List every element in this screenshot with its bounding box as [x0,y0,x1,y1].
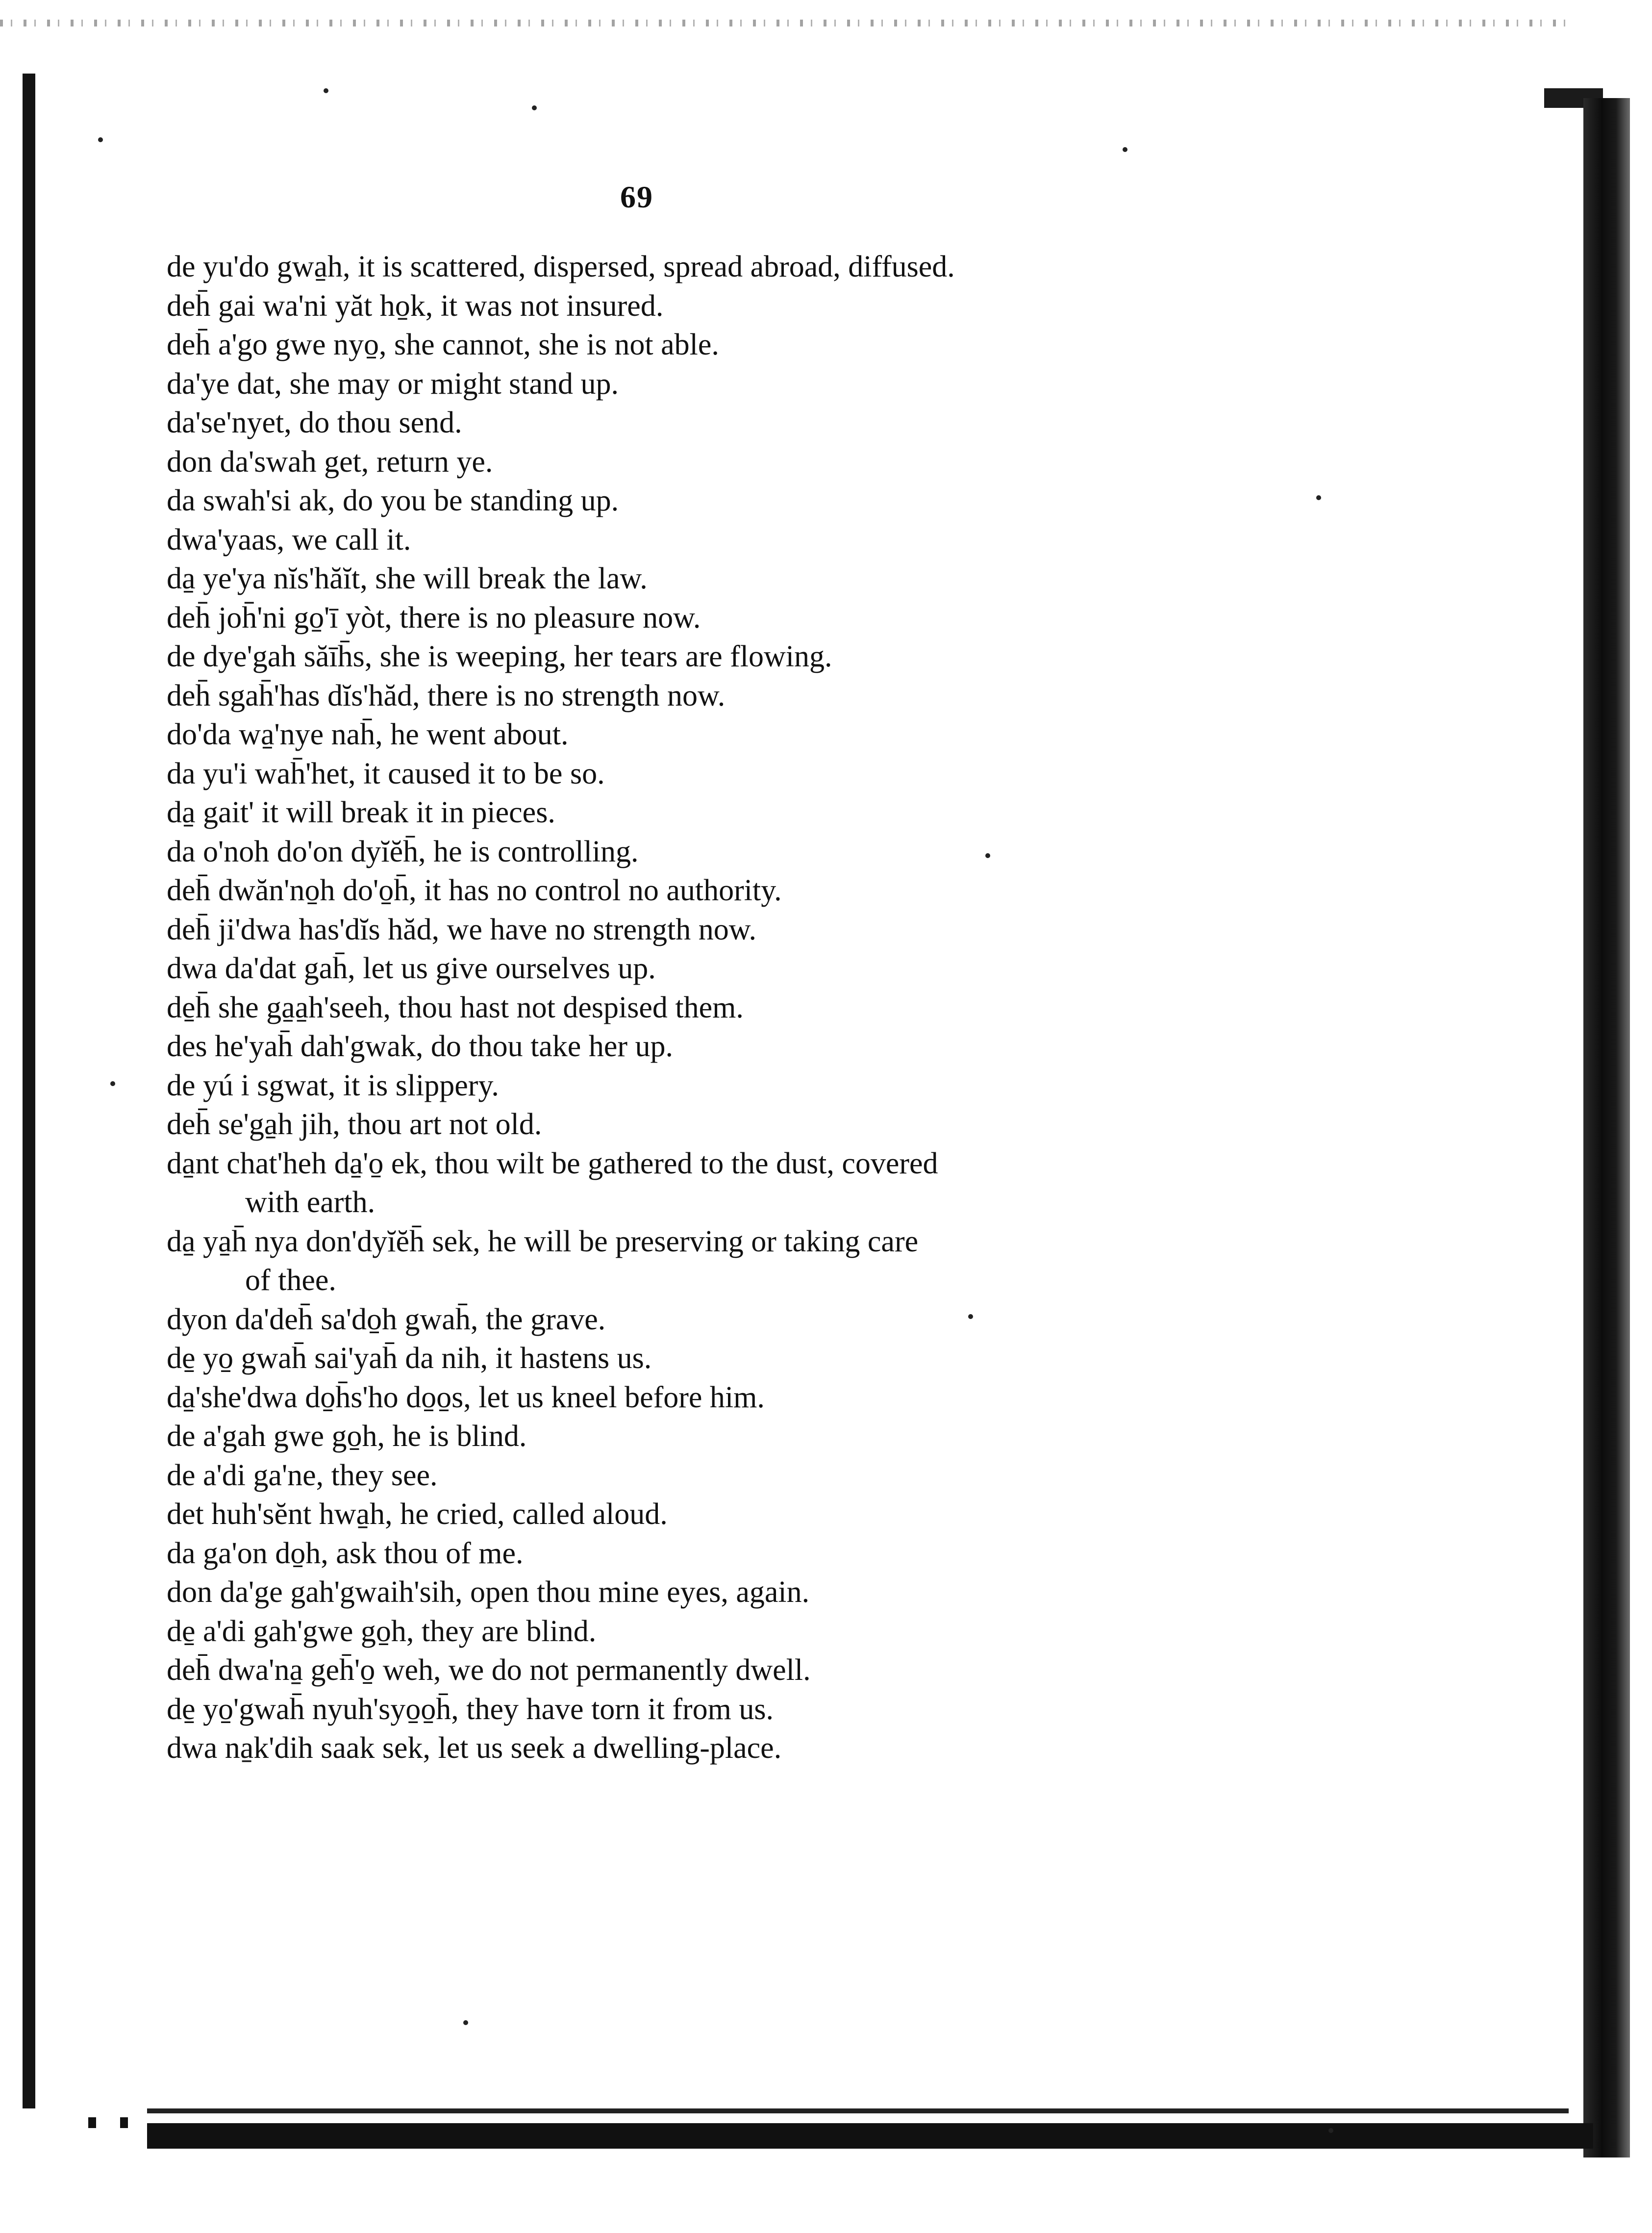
scan-speck [110,1081,115,1086]
entry-text: de dye'gah săīh̄s, she is weeping, her tears are flowing. [167,640,832,673]
entry-text: dwa'yaas, we call it. [167,523,411,557]
entry-text: do'da wa̱'nye nah̄, he went about. [167,718,569,751]
glossary-entry [167,248,1618,287]
entry-text: da̱ ya̱h̄ nya don'dyĭĕh̄ sek, he will be preserving or taking care [167,1224,919,1258]
entry-text: deh̄ dwăn'no̱h do'o̱h̄, it has no control no authority. [167,874,782,907]
glossary-entry [167,1027,1618,1066]
entry-text: dwa da'dat gah̄, let us give ourselves up. [167,952,656,985]
scan-mark [88,2117,96,2128]
entry-text: da̱'she'dwa do̱h̄s'ho do̱o̱s, let us kneel before him. [167,1380,765,1414]
entry-text: da ga'on do̱h, ask thou of me. [167,1536,524,1570]
scan-speck [98,137,103,142]
entry-text: dyon da'deh̄ sa'do̱h gwah̄, the grave. [167,1302,606,1336]
glossary-entry [167,1495,1618,1534]
entry-text: de̱ yo̱ gwah̄ sai'yah̄ da nih, it hastens us. [167,1342,652,1375]
glossary-entry [167,637,1618,677]
entry-continuation: of thee. [245,1264,336,1297]
glossary-entry [167,1339,1618,1378]
entry-text: de̱h̄ she ga̱a̱h'seeh, thou hast not despised them. [167,990,744,1024]
glossary-entry [167,715,1618,755]
scan-speck [532,105,537,110]
entry-text: dwa na̱k'dih saak sek, let us seek a dwelling-place. [167,1731,782,1765]
glossary-entry [167,482,1618,521]
glossary-entry [167,1222,1618,1300]
glossary-entry [167,677,1618,716]
entry-text: de a'gah gwe go̱h, he is blind. [167,1420,527,1453]
entry-text: da̱ ye'ya nĭs'hăĭt, she will break the law. [167,562,648,595]
glossary-entry [167,833,1618,872]
glossary-entry [167,871,1618,911]
glossary-entry [167,1534,1618,1573]
glossary-entry [167,443,1618,482]
entry-text: da swah'si ak, do you be standing up. [167,484,619,517]
glossary-entry [167,1378,1618,1418]
glossary-entry [167,404,1618,443]
glossary-entry-list [167,248,1618,1768]
entry-text: deh̄ gai wa'ni yăt ho̱k, it was not insured. [167,289,664,323]
entry-text: don da'ge gah'gwaih'sih, open thou mine eyes, again. [167,1575,810,1609]
entry-text: deh̄ a'go gwe nyo̱, she cannot, she is not able. [167,328,719,361]
entry-text: de̱ a'di gah'gwe go̱h, they are blind. [167,1614,597,1648]
glossary-entry [167,559,1618,599]
scan-mark [120,2117,128,2128]
glossary-entry [167,1729,1618,1768]
page-bottom-rule [147,2108,1569,2113]
entry-text: da yu'i wah̄'het, it caused it to be so. [167,757,605,790]
glossary-entry [167,326,1618,365]
scan-speck [1328,2128,1333,2133]
entry-text: de̱ yo̱'gwah̄ nyuh'syo̱o̱h̄, they have torn it from us. [167,1692,774,1726]
entry-text: deh̄ se'ga̱h jih, thou art not old. [167,1108,542,1141]
glossary-entry [167,1417,1618,1456]
entry-text: deh̄ joh̄'ni go̱'ī yòt, there is no pleasure now. [167,601,701,634]
glossary-entry [167,287,1618,326]
entry-text: deh̄ ji'dwa has'dĭs hăd, we have no strength now. [167,913,756,946]
glossary-entry [167,755,1618,794]
page-left-border [23,74,35,2108]
glossary-entry [167,599,1618,638]
glossary-entry [167,989,1618,1028]
glossary-entry [167,949,1618,989]
entry-text: don da'swah get, return ye. [167,445,493,479]
entry-text: de yú i sgwat, it is slippery. [167,1068,499,1102]
entry-text: da̱nt chat'heh da̱'o̱ ek, thou wilt be gathered to the dust, covered [167,1146,938,1180]
entry-text: de a'di ga'ne, they see. [167,1458,438,1492]
entry-text: da'se'nyet, do thou send. [167,406,462,439]
glossary-entry [167,1066,1618,1106]
glossary-entry [167,793,1618,833]
scan-speck [1123,147,1127,152]
glossary-entry [167,1105,1618,1144]
glossary-entry [167,365,1618,404]
glossary-entry [167,1300,1618,1340]
entry-text: deh̄ dwa'na̱ geh̄'o̱ weh, we do not permanently dwell. [167,1653,811,1687]
entry-text: det huh'sĕnt hwa̱h, he cried, called aloud. [167,1497,668,1531]
glossary-entry [167,1573,1618,1612]
glossary-entry [167,1690,1618,1729]
entry-text: da'ye dat, she may or might stand up. [167,367,619,401]
page-bottom-edge [147,2123,1593,2149]
entry-text: deh̄ sgah̄'has dĭs'hăd, there is no strength now. [167,679,726,712]
entry-text: des he'yah̄ dah'gwak, do thou take her up. [167,1030,673,1063]
glossary-entry [167,911,1618,950]
entry-text: de yu'do gwa̱h, it is scattered, dispersed, spread abroad, diffused. [167,250,955,283]
glossary-entry [167,521,1618,560]
scan-speck [463,2020,468,2025]
glossary-entry [167,1144,1618,1222]
entry-text: da o'noh do'on dyĭĕh̄, he is controlling. [167,835,639,868]
glossary-entry [167,1456,1618,1496]
page-number: 69 [620,179,653,214]
scan-speck [324,88,328,93]
glossary-entry [167,1651,1618,1690]
scan-top-noise [0,20,1569,26]
entry-text: da̱ gait' it will break it in pieces. [167,796,555,829]
glossary-entry [167,1612,1618,1651]
entry-continuation: with earth. [245,1186,375,1219]
